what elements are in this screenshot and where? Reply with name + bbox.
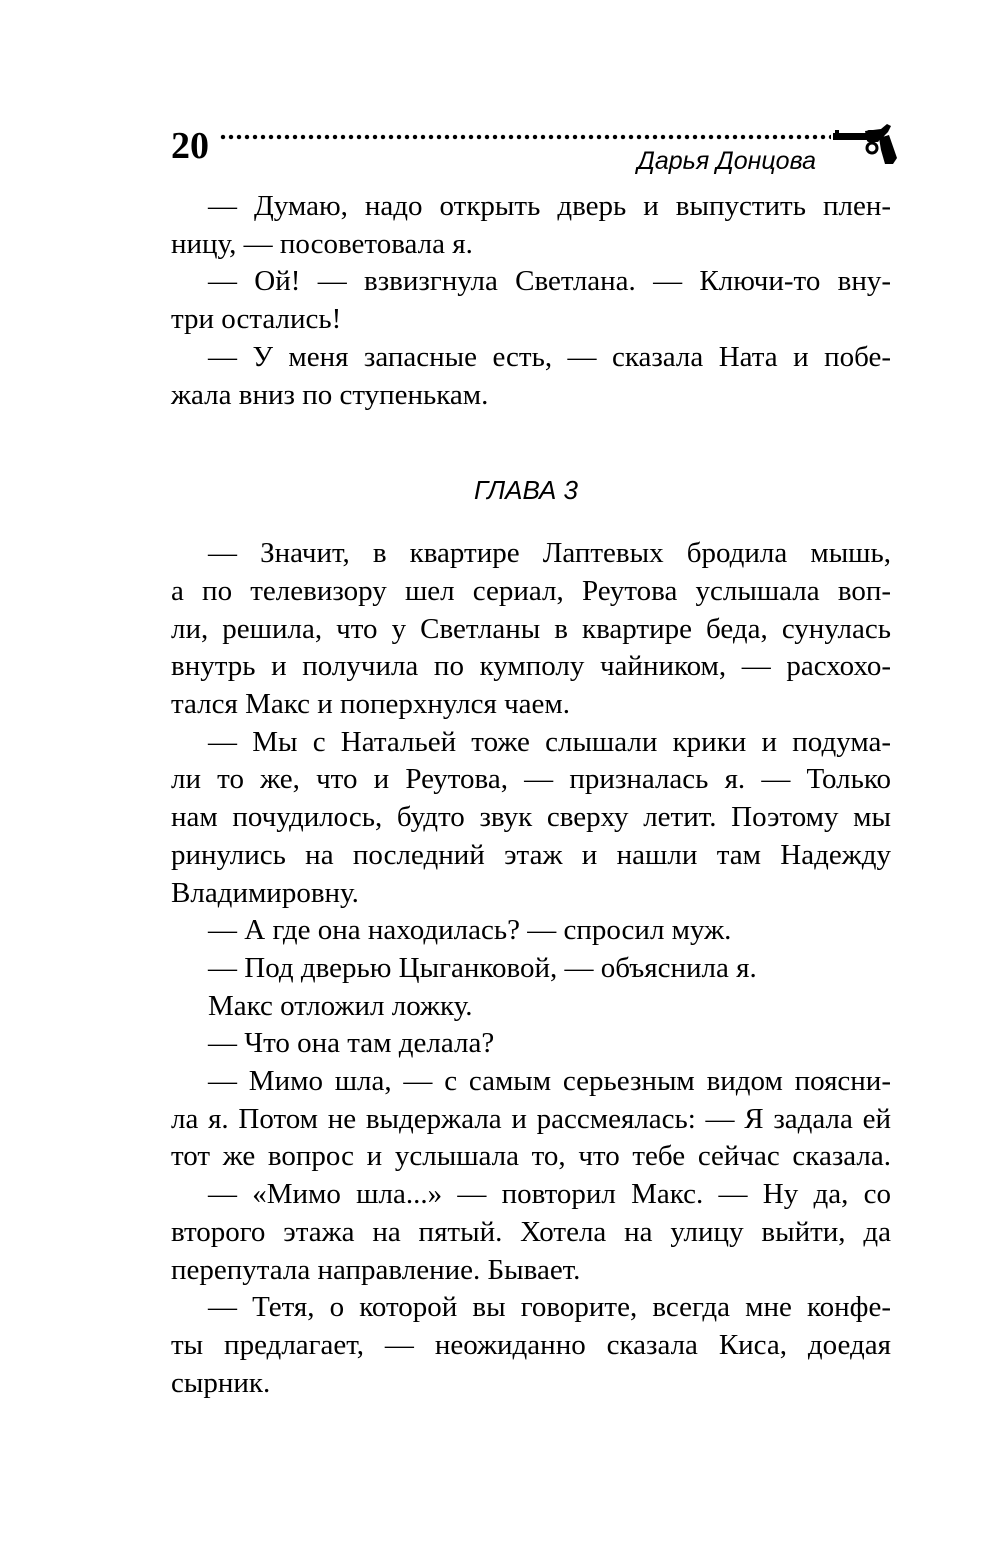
text-line: Владимировну. bbox=[171, 876, 359, 909]
text-line: — Мимо шла, — с самым серьезным видом поясни- bbox=[208, 1065, 891, 1098]
chapter-title: ГЛАВА 3 bbox=[474, 475, 578, 506]
text-line: сырник. bbox=[171, 1366, 271, 1399]
text-line: ницу, — посоветовала я. bbox=[171, 227, 473, 260]
text-line: — Значит, в квартире Лаптевых бродила мышь, bbox=[208, 537, 891, 570]
text-line: — Думаю, надо открыть дверь и выпустить плен- bbox=[208, 190, 891, 222]
text-line: Макс отложил ложку. bbox=[208, 989, 473, 1022]
text-line: ринулись на последний этаж и нашли там Надежду bbox=[171, 838, 891, 871]
text-line: жала вниз по ступенькам. bbox=[171, 378, 489, 411]
text-line: — У меня запасные есть, — сказала Ната и побе- bbox=[208, 340, 891, 373]
text-line: а по телевизору шел сериал, Реутова услышала воп- bbox=[171, 574, 891, 607]
dotted-rule bbox=[219, 132, 831, 142]
text-line: перепутала направление. Бывает. bbox=[171, 1253, 581, 1286]
text-block-before-chapter bbox=[171, 188, 891, 414]
text-line: — А где она находилась? — спросил муж. bbox=[208, 914, 732, 947]
text-line: — «Мимо шла...» — повторил Макс. — Ну да, со bbox=[208, 1178, 891, 1211]
text-line: внутрь и получила по кумполу чайником, — расхохо- bbox=[171, 650, 891, 683]
text-line: ла я. Потом не выдержала и рассмеялась: — Я задала ей bbox=[171, 1102, 891, 1135]
text-line: — Мы с Натальей тоже слышали крики и подума- bbox=[208, 725, 891, 758]
text-line: — Что она там делала? bbox=[208, 1027, 495, 1060]
revolver-icon bbox=[831, 120, 899, 168]
author-name: Дарья Донцова bbox=[637, 147, 816, 175]
text-line: — Под дверью Цыганковой, — объяснила я. bbox=[208, 951, 757, 984]
text-line: ты предлагает, — неожиданно сказала Киса, доедая bbox=[171, 1328, 891, 1361]
text-line: нам почудилось, будто звук сверху летит. Поэтому мы bbox=[171, 801, 891, 834]
text-line: тался Макс и поперхнулся чаем. bbox=[171, 688, 571, 721]
text-line: три остались! bbox=[171, 303, 342, 336]
page-number: 20 bbox=[171, 125, 209, 167]
text-block-after-chapter bbox=[171, 535, 891, 1402]
text-line: — Тетя, о которой вы говорите, всегда мне конфе- bbox=[208, 1291, 891, 1324]
text-line: тот же вопрос и услышала то, что тебе сейчас сказала. bbox=[171, 1140, 891, 1173]
running-header bbox=[171, 118, 896, 188]
page-body bbox=[171, 188, 891, 1402]
text-line: ли, решила, что у Светланы в квартире беда, сунулась bbox=[171, 612, 891, 645]
text-line: — Ой! — взвизгнула Светлана. — Ключи-то вну- bbox=[208, 265, 891, 298]
text-line: ли то же, что и Реутова, — призналась я. — Только bbox=[171, 763, 891, 796]
text-line: второго этажа на пятый. Хотела на улицу выйти, да bbox=[171, 1215, 891, 1248]
